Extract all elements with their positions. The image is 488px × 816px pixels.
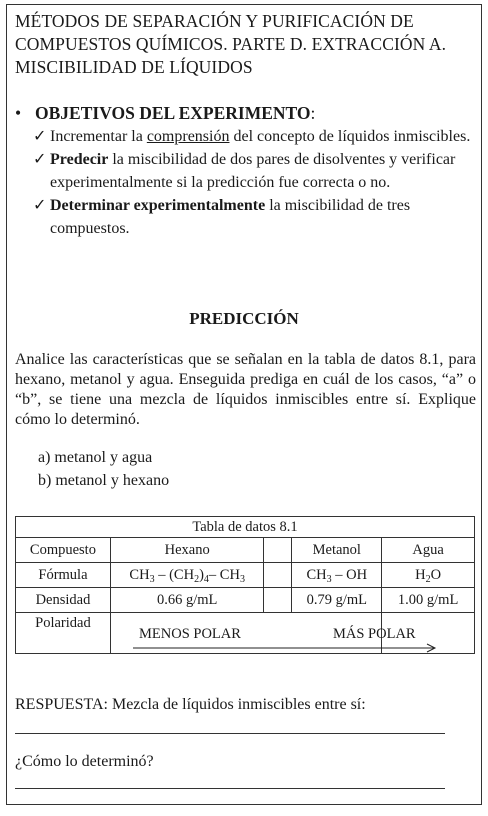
options-list <box>38 447 169 492</box>
formula-label: Fórmula <box>16 563 111 588</box>
header-agua: Agua <box>382 538 475 563</box>
checkmark-icon: ✓ <box>33 128 47 145</box>
agua-densidad: 1.00 g/mL <box>382 588 475 613</box>
objective-underlined-text: comprensión <box>146 128 230 145</box>
checkmark-icon: ✓ <box>33 151 47 168</box>
spacer-cell <box>264 563 292 588</box>
polaridad-label: Polaridad <box>35 615 91 631</box>
question-answer-line[interactable] <box>15 788 445 789</box>
objective-text: Incrementar la <box>50 128 147 145</box>
polarity-arrow-icon <box>111 616 437 656</box>
objective-item <box>33 125 471 148</box>
bullet-icon: • <box>15 103 22 123</box>
prediction-paragraph: Analice las características que se señalan en la tabla de datos 8.1, para hexano, metanol y agua. Enseguida prediga en cuál de los casos, “a” o “b”, se tiene una mezcla de líquidos inmiscibles entre sí. Explique cómo lo determinó. <box>15 351 476 428</box>
table-row <box>16 563 475 588</box>
option-a: a) metanol y agua <box>38 449 153 466</box>
polarity-less-label: MENOS POLAR <box>139 626 241 642</box>
header-compuesto: Compuesto <box>16 538 111 563</box>
polarity-scale <box>111 616 437 656</box>
objectives-heading <box>15 102 315 124</box>
table-caption: Tabla de datos 8.1 <box>16 517 475 538</box>
densidad-label: Densidad <box>16 588 111 613</box>
objectives-list <box>33 125 471 240</box>
objective-text: la miscibilidad de tres compuestos. <box>50 197 411 237</box>
header-metanol: Metanol <box>292 538 382 563</box>
objective-item <box>33 194 471 240</box>
spacer-cell <box>264 538 292 563</box>
hexano-densidad: 0.66 g/mL <box>110 588 264 613</box>
hexano-formula: $CH_3 - (CH_2)_4-$ $CH_3$ <box>110 563 264 588</box>
metanol-densidad: 0.79 g/mL <box>292 588 382 613</box>
objective-bold-text: Determinar experimentalmente <box>50 197 266 214</box>
answer-line[interactable] <box>15 733 445 734</box>
agua-formula: $H_2O$ <box>382 563 475 588</box>
objectives-heading-suffix: : <box>310 103 316 123</box>
metanol-formula: $CH_3$ – OH <box>292 563 382 588</box>
checkmark-icon: ✓ <box>33 197 47 214</box>
polaridad-label-cell <box>16 613 111 654</box>
question-label: ¿Cómo lo determinó? <box>15 753 154 770</box>
header-hexano: Hexano <box>110 538 264 563</box>
table-header-row <box>16 538 475 563</box>
page-title: MÉTODOS DE SEPARACIÓN Y PURIFICACIÓN DE COMPUESTOS QUÍMICOS. PARTE D. EXTRACCIÓN A. MISCIBILIDAD DE LÍQUIDOS <box>15 11 447 77</box>
spacer-cell <box>264 588 292 613</box>
objectives-heading-text: OBJETIVOS DEL EXPERIMENTO <box>35 103 311 123</box>
objective-text: la miscibilidad de dos pares de disolventes y verificar experimentalmente si la predicción fue correcta o no. <box>50 151 456 191</box>
objective-item <box>33 148 471 194</box>
prediction-heading: PREDICCIÓN <box>189 309 299 328</box>
polarity-more-label: MÁS POLAR <box>333 626 416 642</box>
answer-label: RESPUESTA: Mezcla de líquidos inmiscibles entre sí: <box>15 696 366 713</box>
table-row <box>16 588 475 613</box>
option-b: b) metanol y hexano <box>38 471 170 489</box>
objective-text: del concepto de líquidos inmiscibles. <box>229 128 471 145</box>
objective-bold-text: Predecir <box>50 151 109 168</box>
